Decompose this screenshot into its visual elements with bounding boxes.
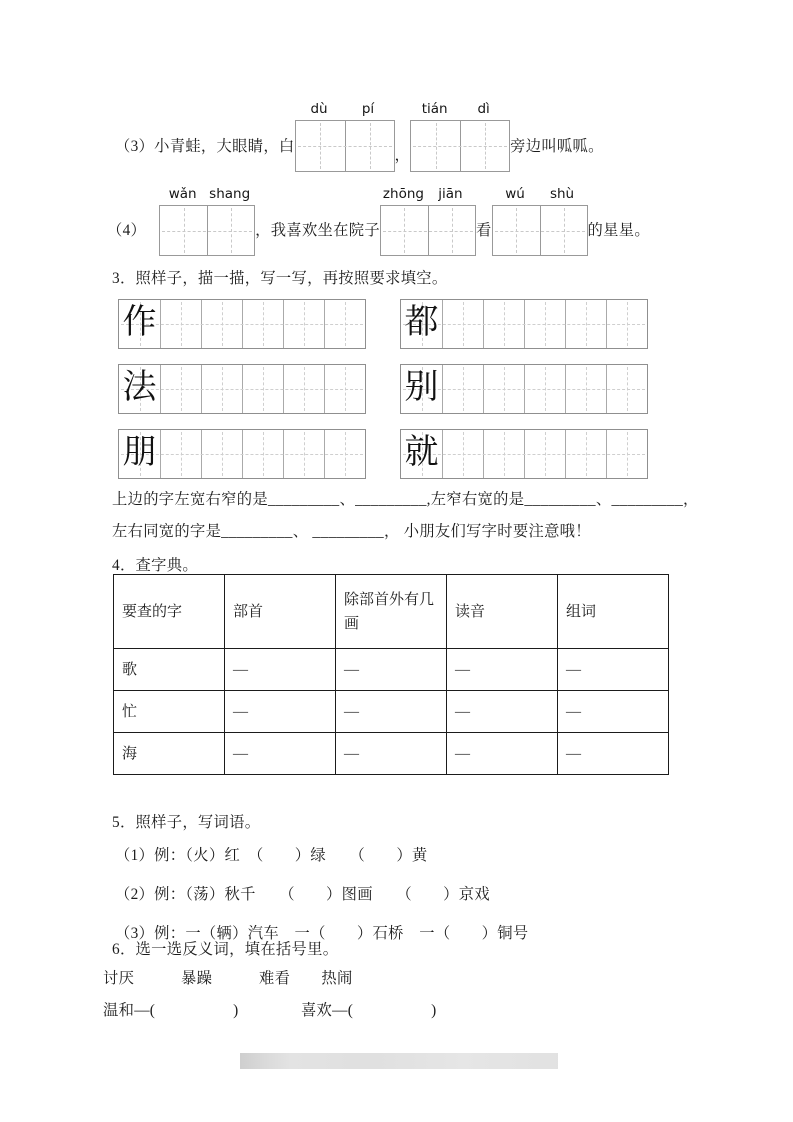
model-character: 都 (404, 303, 439, 341)
q6-word-bank: 讨厌 暴躁 难看 热闹 (103, 970, 353, 987)
item3-comma: ， (394, 147, 411, 164)
table-row (114, 733, 669, 775)
writing-grid-section (118, 299, 648, 494)
writing-grid-jiu (400, 429, 648, 479)
pinyin-labels (410, 100, 510, 120)
answer-boxes (410, 120, 510, 172)
watermark (240, 1053, 558, 1069)
answer-box (381, 206, 428, 255)
writing-grid-fa (118, 364, 366, 414)
grid-cell (483, 300, 524, 348)
writing-grid-dou (400, 299, 648, 349)
grid-cell (401, 300, 442, 348)
grid-cell (565, 365, 606, 413)
model-character: 朋 (122, 433, 157, 471)
grid-cell (160, 365, 201, 413)
grid-cell (565, 300, 606, 348)
model-character: 法 (122, 368, 157, 406)
grid-cell (119, 300, 160, 348)
grid-cell (283, 430, 324, 478)
pinyin-label: pí (361, 101, 375, 117)
grid-row (118, 429, 648, 479)
grid-cell (119, 365, 160, 413)
grid-cell (442, 430, 483, 478)
blank-cell: — (558, 733, 669, 775)
pinyin-label: shang (209, 186, 251, 202)
header-word-formation: 组词 (558, 575, 669, 649)
pinyin-labels (492, 185, 588, 205)
pinyin-labels (295, 100, 395, 120)
pinyin-label: wú (505, 186, 525, 202)
grid-cell (119, 430, 160, 478)
grid-cell (201, 365, 242, 413)
blank-cell: — (336, 691, 447, 733)
grid-row (118, 364, 648, 414)
grid-cell (242, 430, 283, 478)
item4-text-mid2: 看 (475, 222, 492, 239)
header-char-to-look-up: 要查的字 (114, 575, 225, 649)
pinyin-label: dù (310, 101, 328, 117)
grid-cell (565, 430, 606, 478)
row-character: 海 (114, 733, 225, 775)
item4-number: （4） (107, 222, 147, 239)
pinyin-labels (159, 185, 255, 205)
model-character: 别 (404, 368, 439, 406)
grid-cell (483, 430, 524, 478)
blank-cell: — (225, 691, 336, 733)
grid-cell (524, 365, 565, 413)
pinyin-label: jiān (438, 186, 463, 202)
pinyin-label: shù (549, 186, 575, 202)
header-pronunciation: 读音 (447, 575, 558, 649)
pinyin-box-group-tian-di (410, 100, 510, 172)
answer-box (207, 206, 254, 255)
q5-example-3: （3）例：一（辆）汽车 一（ ）石桥 一（ ）铜号 (115, 925, 529, 942)
answer-box (428, 206, 475, 255)
grid-cell (606, 300, 647, 348)
q5-example-2: （2）例：（荡）秋千 （ ）图画 （ ）京戏 (115, 886, 490, 903)
pinyin-box-group-zhong-jian (380, 185, 476, 256)
grid-cell (442, 365, 483, 413)
question-5-title: 5．照样子，写词语。 (112, 814, 261, 831)
blank-cell: — (225, 733, 336, 775)
q3-fill-line-2: 左右同宽的字是_________、 _________， 小朋友们写字时要注意哦！ (112, 523, 591, 540)
blank-cell: — (225, 649, 336, 691)
pinyin-label: tián (421, 101, 448, 117)
answer-boxes (295, 120, 395, 172)
writing-grid-peng (118, 429, 366, 479)
item4-text-mid1: ，我喜欢坐在院子 (255, 222, 380, 239)
item3-text-before: （3）小青蛙，大眼睛，白 (115, 138, 295, 155)
grid-cell (242, 365, 283, 413)
blank-cell: — (447, 733, 558, 775)
answer-box (345, 121, 394, 171)
pinyin-box-group-wan-shang (159, 185, 255, 256)
blank-cell: — (447, 691, 558, 733)
row-character: 歌 (114, 649, 225, 691)
pinyin-label: zhōng (382, 186, 424, 202)
table-row (114, 649, 669, 691)
answer-boxes (159, 205, 255, 256)
answer-boxes (380, 205, 476, 256)
answer-box (296, 121, 345, 171)
blank-cell: — (447, 649, 558, 691)
answer-box (493, 206, 540, 255)
grid-cell (606, 430, 647, 478)
question-4-title: 4．查字典。 (112, 557, 198, 574)
grid-cell (401, 365, 442, 413)
grid-cell (324, 365, 365, 413)
grid-row (118, 299, 648, 349)
grid-cell (442, 300, 483, 348)
grid-cell (524, 430, 565, 478)
answer-box (160, 206, 207, 255)
grid-cell (283, 300, 324, 348)
item4-text-after: 的星星。 (587, 222, 650, 239)
q5-example-1: （1）例：（火）红 （ ）绿 （ ）黄 (115, 847, 428, 864)
model-character: 作 (122, 303, 157, 341)
pinyin-box-group-du-pi (295, 100, 395, 172)
sentence-item-4 (107, 185, 650, 256)
grid-cell (201, 300, 242, 348)
grid-cell (324, 300, 365, 348)
q6-answer-line: 温和—( ) 喜欢—( ) (103, 1002, 437, 1019)
answer-box (540, 206, 587, 255)
grid-cell (283, 365, 324, 413)
answer-box (411, 121, 460, 171)
grid-cell (242, 300, 283, 348)
blank-cell: — (336, 733, 447, 775)
grid-cell (606, 365, 647, 413)
sentence-item-3 (115, 100, 604, 172)
grid-cell (201, 430, 242, 478)
header-strokes-besides-radical: 除部首外有几画 (336, 575, 447, 649)
dictionary-table (113, 574, 669, 775)
item3-text-after: 旁边叫呱呱。 (510, 138, 604, 155)
answer-box (460, 121, 509, 171)
grid-cell (483, 365, 524, 413)
question-6-title: 6．选一选反义词，填在括号里。 (112, 941, 339, 958)
answer-boxes (492, 205, 588, 256)
blank-cell: — (336, 649, 447, 691)
pinyin-label: dì (477, 101, 490, 117)
q3-fill-line-1: 上边的字左宽右窄的是_________、_________,左窄右宽的是_________、_________， (112, 491, 699, 508)
grid-cell (160, 430, 201, 478)
grid-cell (160, 300, 201, 348)
header-radical: 部首 (225, 575, 336, 649)
table-row (114, 691, 669, 733)
grid-cell (401, 430, 442, 478)
writing-grid-bie (400, 364, 648, 414)
writing-grid-zuo (118, 299, 366, 349)
grid-cell (324, 430, 365, 478)
pinyin-labels (380, 185, 476, 205)
question-3-title: 3．照样子，描一描，写一写，再按照要求填空。 (112, 270, 448, 287)
grid-cell (524, 300, 565, 348)
table-header-row (114, 575, 669, 649)
model-character: 就 (404, 433, 439, 471)
row-character: 忙 (114, 691, 225, 733)
pinyin-label: wǎn (168, 186, 197, 202)
blank-cell: — (558, 691, 669, 733)
pinyin-box-group-wu-shu (492, 185, 588, 256)
blank-cell: — (558, 649, 669, 691)
